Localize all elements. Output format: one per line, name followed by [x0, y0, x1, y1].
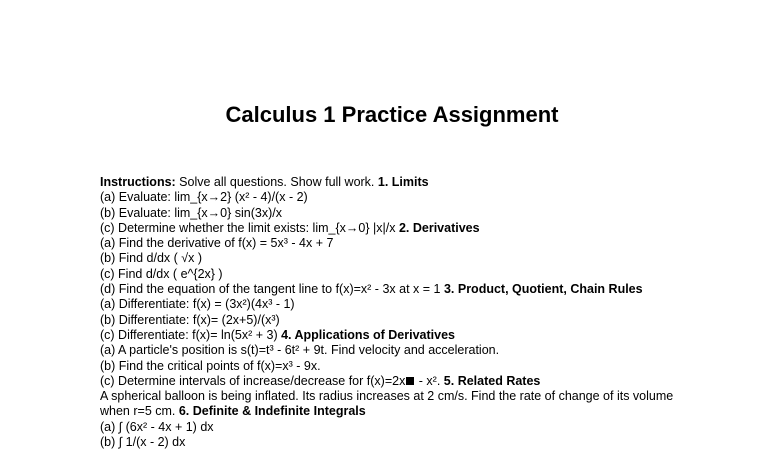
question-line: (a) Evaluate: lim_{x→2} (x² - 4)/(x - 2) — [100, 190, 308, 205]
section-heading-applications: 4. Applications of Derivatives — [281, 327, 455, 342]
missing-glyph-box — [406, 377, 414, 385]
question-line — [100, 389, 700, 420]
question-line — [100, 282, 700, 297]
question-line: (a) ∫ (6x² - 4x + 1) dx — [100, 419, 214, 434]
question-line: (b) Differentiate: f(x)= (2x+5)/(x³) — [100, 312, 280, 327]
question-line: (b) Find the critical points of f(x)=x³ - 9x. — [100, 358, 321, 373]
section-heading-product-quotient-chain: 3. Product, Quotient, Chain Rules — [443, 282, 643, 297]
question-text: A spherical balloon is being inflated. Its radius increases at 2 cm/s. Find the rate of change of its volume when r=5 cm. — [100, 389, 674, 419]
question-line: (b) ∫ 1/(x - 2) dx — [100, 435, 186, 450]
document-body — [100, 175, 700, 450]
question-text: (c) Determine whether the limit exists: lim_{x→0} |x|/x — [100, 220, 399, 235]
section-heading-related-rates: 5. Related Rates — [443, 373, 541, 388]
question-line: (b) Find d/dx ( √x ) — [100, 251, 203, 266]
question-line — [100, 374, 700, 389]
document-title: Calculus 1 Practice Assignment — [225, 102, 559, 127]
instructions-line — [100, 175, 700, 190]
question-text: (c) Differentiate: f(x)= ln(5x² + 3) — [100, 327, 282, 342]
question-text: - x². — [415, 373, 444, 388]
section-heading-limits: 1. Limits — [377, 175, 429, 189]
question-line — [100, 328, 700, 343]
question-line: (a) A particle's position is s(t)=t³ - 6t² + 9t. Find velocity and acceleration. — [100, 343, 500, 358]
question-line: (a) Find the derivative of f(x) = 5x³ - 4x + 7 — [100, 236, 334, 251]
question-line — [100, 221, 700, 236]
instructions-label: Instructions: — [100, 175, 176, 189]
question-text: (c) Determine intervals of increase/decrease for f(x)=2x — [100, 373, 406, 388]
instructions-text: Solve all questions. Show full work. — [175, 175, 378, 189]
question-line: (a) Differentiate: f(x) = (3x²)(4x³ - 1) — [100, 297, 295, 312]
question-line: (c) Find d/dx ( e^{2x} ) — [100, 266, 223, 281]
section-heading-derivatives: 2. Derivatives — [398, 220, 480, 235]
question-text: (d) Find the equation of the tangent line to f(x)=x² - 3x at x = 1 — [100, 282, 444, 297]
question-line: (b) Evaluate: lim_{x→0} sin(3x)/x — [100, 205, 283, 220]
section-heading-integrals: 6. Definite & Indefinite Integrals — [178, 404, 366, 419]
